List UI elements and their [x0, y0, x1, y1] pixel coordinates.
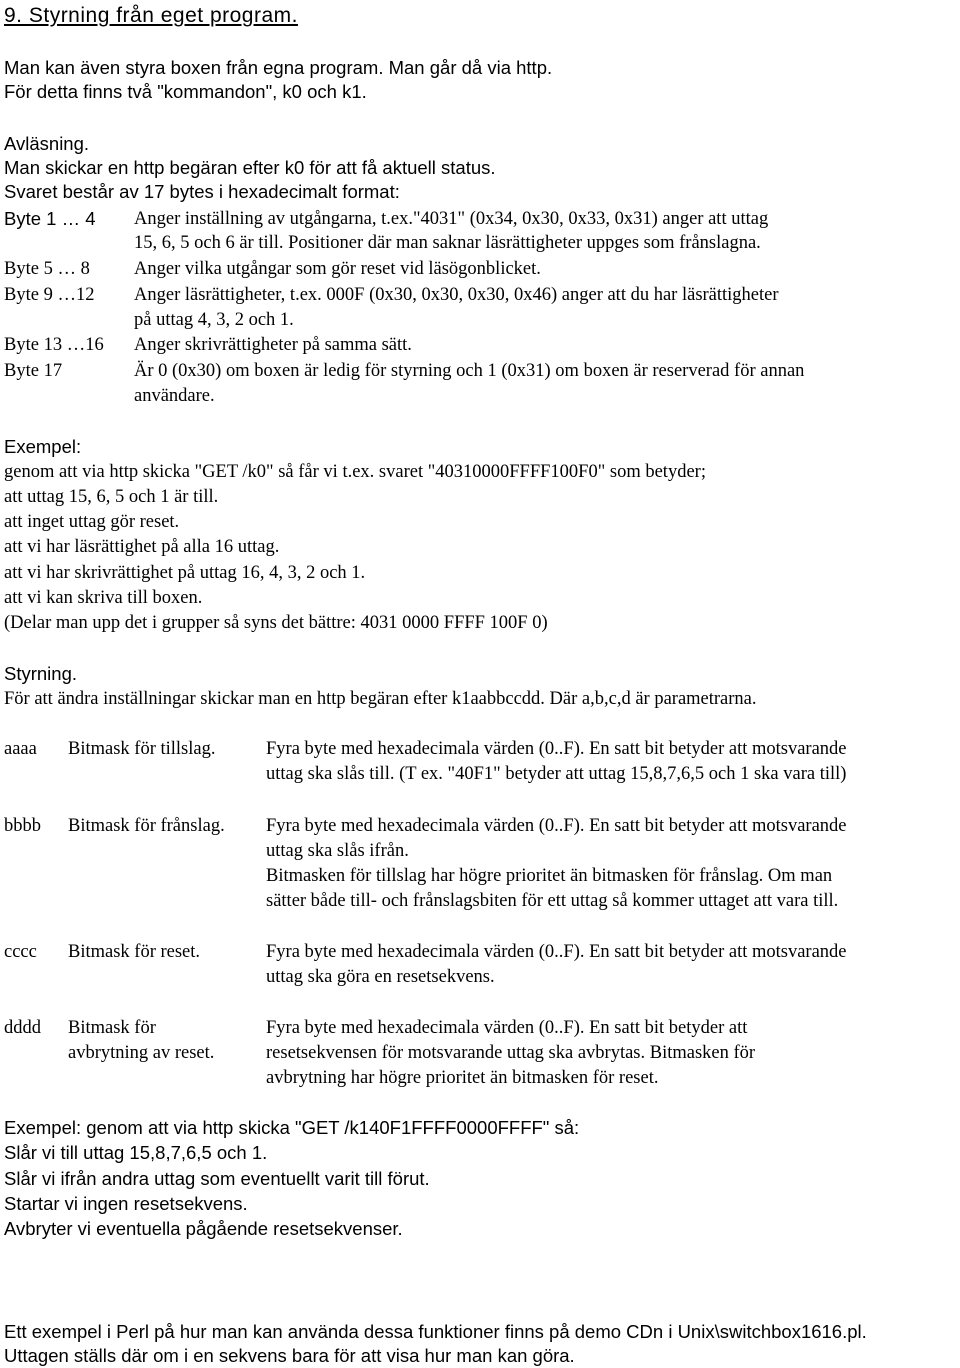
param-name: Bitmask för — [68, 1018, 156, 1038]
param-desc: Fyra byte med hexadecimala värden (0..F). En satt bit betyder att motsvarande — [266, 816, 847, 836]
param-name: avbrytning av reset. — [68, 1043, 215, 1063]
byte-desc: användare. — [134, 386, 215, 406]
styrning-title: Styrning. — [4, 663, 78, 684]
param-desc: uttag ska göra en resetsekvens. — [266, 967, 495, 987]
param-key: aaaa — [4, 739, 37, 759]
byte-label: Byte 17 — [4, 361, 63, 381]
exempel2-line: Avbryter vi eventuella pågående resetsekvenser. — [4, 1218, 403, 1239]
byte-label: Byte 9 …12 — [4, 285, 95, 305]
footer-line: Ett exempel i Perl på hur man kan använda dessa funktioner finns på demo CDn i Unix\switchbox1616.pl. — [4, 1321, 867, 1342]
byte-desc: Är 0 (0x30) om boxen är ledig för styrning och 1 (0x31) om boxen är reserverad för annan — [134, 361, 805, 381]
param-desc: Fyra byte med hexadecimala värden (0..F). En satt bit betyder att motsvarande — [266, 942, 847, 962]
param-desc: Fyra byte med hexadecimala värden (0..F). En satt bit betyder att motsvarande — [266, 739, 847, 759]
param-key: bbbb — [4, 816, 41, 836]
param-name: Bitmask för tillslag. — [68, 739, 216, 759]
intro-line: För detta finns två "kommandon", k0 och k1. — [4, 81, 367, 102]
param-name: Bitmask för reset. — [68, 942, 201, 962]
param-desc: avbrytning har högre prioritet än bitmasken för reset. — [266, 1068, 659, 1088]
byte-desc: Anger skrivrättigheter på samma sätt. — [134, 335, 412, 355]
byte-desc: Anger inställning av utgångarna, t.ex."4031" (0x34, 0x30, 0x33, 0x31) anger att uttag — [134, 209, 769, 229]
avlasning-title: Avläsning. — [4, 133, 90, 154]
footer-line: Uttagen ställs där om i en sekvens bara för att visa hur man kan göra. — [4, 1345, 575, 1366]
byte-label: Byte 1 … 4 — [4, 208, 96, 229]
exempel-line: genom att via http skicka "GET /k0" så får vi t.ex. svaret "40310000FFFF100F0" som betyder; — [4, 462, 706, 482]
param-desc: Fyra byte med hexadecimala värden (0..F). En satt bit betyder att — [266, 1018, 748, 1038]
avlasning-line: Man skickar en http begäran efter k0 för att få aktuell status. — [4, 157, 496, 178]
exempel-line: att vi kan skriva till boxen. — [4, 588, 203, 608]
byte-desc: på uttag 4, 3, 2 och 1. — [134, 310, 294, 330]
param-name: Bitmask för frånslag. — [68, 816, 225, 836]
styrning-intro: För att ändra inställningar skickar man en http begäran efter k1aabbccdd. Där a,b,c,d är parametrarna. — [4, 689, 757, 709]
exempel-title: Exempel: — [4, 436, 82, 457]
exempel-line: att vi har läsrättighet på alla 16 uttag. — [4, 537, 280, 557]
avlasning-line: Svaret består av 17 bytes i hexadecimalt format: — [4, 181, 400, 202]
intro-line: Man kan även styra boxen från egna program. Man går då via http. — [4, 57, 553, 78]
param-desc: uttag ska slås till. (T ex. "40F1" betyder att uttag 15,8,7,6,5 och 1 ska vara till) — [266, 764, 847, 784]
exempel-line: att uttag 15, 6, 5 och 1 är till. — [4, 487, 219, 507]
exempel-line: att inget uttag gör reset. — [4, 512, 180, 532]
exempel2-title: Exempel: genom att via http skicka "GET /k140F1FFFF0000FFFF" så: — [4, 1117, 580, 1138]
byte-desc: 15, 6, 5 och 6 är till. Positioner där man saknar läsrättigheter uppges som frånslagna. — [134, 233, 761, 253]
exempel2-line: Slår vi till uttag 15,8,7,6,5 och 1. — [4, 1142, 268, 1163]
param-desc: sätter både till- och frånslagsbiten för ett uttag så kommer uttaget att vara till. — [266, 891, 839, 911]
byte-desc: Anger vilka utgångar som gör reset vid läsögonblicket. — [134, 259, 541, 279]
param-key: dddd — [4, 1018, 41, 1038]
param-desc: resetsekvensen för motsvarande uttag ska avbrytas. Bitmasken för — [266, 1043, 756, 1063]
exempel2-line: Slår vi ifrån andra uttag som eventuellt varit till förut. — [4, 1168, 430, 1189]
byte-label: Byte 5 … 8 — [4, 259, 90, 279]
section-heading: 9. Styrning från eget program. — [4, 4, 298, 27]
exempel-line: att vi har skrivrättighet på uttag 16, 4, 3, 2 och 1. — [4, 563, 366, 583]
param-desc: uttag ska slås ifrån. — [266, 841, 409, 861]
byte-desc: Anger läsrättigheter, t.ex. 000F (0x30, 0x30, 0x30, 0x46) anger att du har läsrättigheter — [134, 285, 779, 305]
param-desc: Bitmasken för tillslag har högre prioritet än bitmasken för frånslag. Om man — [266, 866, 833, 886]
param-key: cccc — [4, 942, 37, 962]
exempel-line: (Delar man upp det i grupper så syns det bättre: 4031 0000 FFFF 100F 0) — [4, 613, 548, 633]
exempel2-line: Startar vi ingen resetsekvens. — [4, 1193, 248, 1214]
byte-label: Byte 13 …16 — [4, 335, 104, 355]
